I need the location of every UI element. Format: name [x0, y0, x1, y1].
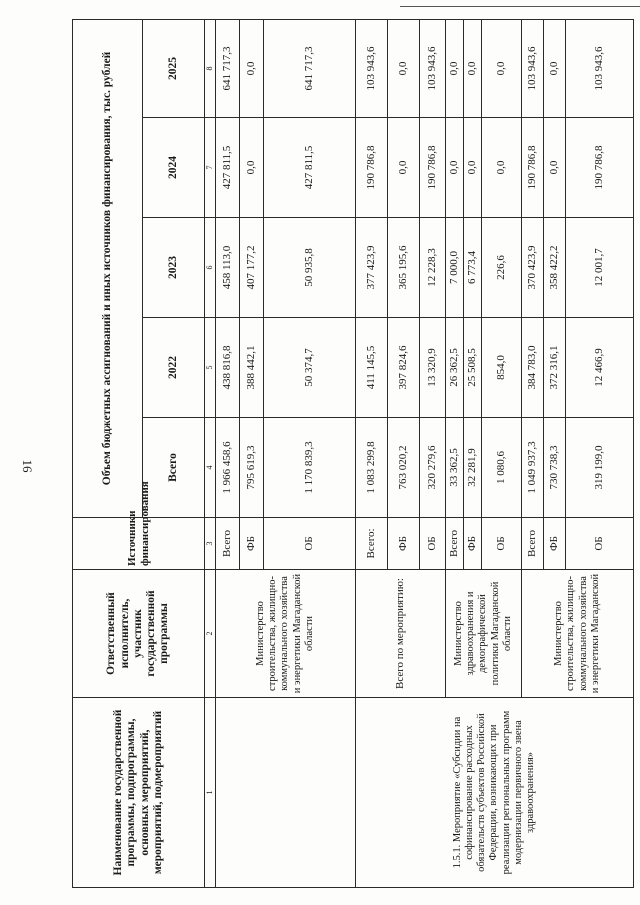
value-cell: 32 281,9 [464, 418, 482, 518]
source-cell: ФБ [240, 518, 264, 570]
value-cell: 12 228,3 [420, 218, 446, 318]
value-cell: 190 786,8 [522, 118, 544, 218]
value-cell: 358 422,2 [544, 218, 566, 318]
source-cell: Всего [216, 518, 240, 570]
value-cell: 0,0 [482, 19, 522, 117]
source-cell: ФБ [464, 518, 482, 570]
table-row [216, 19, 240, 887]
header-total: Всего [143, 418, 205, 518]
value-cell: 103 943,6 [566, 19, 634, 117]
value-cell: 763 020,2 [388, 418, 420, 518]
value-cell: 319 199,0 [566, 418, 634, 518]
value-cell: 407 177,2 [240, 218, 264, 318]
value-cell: 1 080,6 [482, 418, 522, 518]
executor-cell: Министерство строительства, жилищно-коммунального хозяйства и энергетики Магаданской [522, 570, 634, 698]
value-cell: 458 113,0 [216, 218, 240, 318]
value-cell: 26 362,5 [446, 318, 464, 418]
source-cell: ФБ [388, 518, 420, 570]
executor-cell: Министерство здравоохранения и демографической политики Магаданской области [446, 570, 522, 698]
value-cell: 641 717,3 [216, 19, 240, 117]
source-cell: ОБ [482, 518, 522, 570]
value-cell: 1 170 839,3 [264, 418, 356, 518]
header-source: Источники финансирования [73, 518, 205, 570]
value-cell: 0,0 [544, 118, 566, 218]
value-cell: 377 423,9 [356, 218, 388, 318]
page-number: 16 [20, 459, 35, 473]
source-cell: Всего [446, 518, 464, 570]
source-cell: Всего: [356, 518, 388, 570]
measure-name-cell: 1.5.1. Мероприятие «Субсидии на софинансирование расходных обязательств субъектов Российской Федерации, возникающих при реализации региональных программ модернизации первичного звена здравоохранения» [356, 698, 634, 888]
value-cell: 1 049 937,3 [522, 418, 544, 518]
top-rule [400, 6, 640, 7]
header-volume: Объем бюджетных ассигнований и иных источников финансирования, тыс. рублей [73, 19, 143, 517]
source-cell: Всего [522, 518, 544, 570]
value-cell: 0,0 [446, 118, 464, 218]
source-cell: ОБ [264, 518, 356, 570]
value-cell: 0,0 [464, 118, 482, 218]
value-cell: 12 466,9 [566, 318, 634, 418]
table-row [356, 19, 388, 887]
value-cell: 190 786,8 [566, 118, 634, 218]
value-cell: 388 442,1 [240, 318, 264, 418]
source-cell: ОБ [420, 518, 446, 570]
value-cell: 6 773,4 [464, 218, 482, 318]
empty-name-cell [216, 698, 356, 888]
header-executor: Ответственный исполнитель, участник государственной программы [73, 570, 205, 698]
value-cell: 190 786,8 [420, 118, 446, 218]
value-cell: 0,0 [388, 118, 420, 218]
value-cell: 320 279,6 [420, 418, 446, 518]
value-cell: 0,0 [544, 19, 566, 117]
header-year-2022: 2022 [143, 318, 205, 418]
value-cell: 0,0 [446, 19, 464, 117]
value-cell: 103 943,6 [522, 19, 544, 117]
header-name: Наименование государственной программы, подпрограммы, основных мероприятий, мероприятий, подмероприятий [73, 698, 205, 888]
col-number: 1 [205, 698, 216, 888]
value-cell: 730 738,3 [544, 418, 566, 518]
value-cell: 397 824,6 [388, 318, 420, 418]
value-cell: 854,0 [482, 318, 522, 418]
header-year-2023: 2023 [143, 218, 205, 318]
value-cell: 795 619,3 [240, 418, 264, 518]
value-cell: 25 508,5 [464, 318, 482, 418]
header-row-1 [73, 19, 143, 887]
value-cell: 427 811,5 [216, 118, 240, 218]
value-cell: 0,0 [388, 19, 420, 117]
value-cell: 226,6 [482, 218, 522, 318]
value-cell: 190 786,8 [356, 118, 388, 218]
column-number-row [205, 19, 216, 887]
col-number: 5 [205, 318, 216, 418]
col-number: 4 [205, 418, 216, 518]
source-cell: ФБ [544, 518, 566, 570]
value-cell: 0,0 [240, 118, 264, 218]
value-cell: 411 145,5 [356, 318, 388, 418]
value-cell: 1 083 299,8 [356, 418, 388, 518]
col-number: 2 [205, 570, 216, 698]
col-number: 6 [205, 218, 216, 318]
value-cell: 427 811,5 [264, 118, 356, 218]
value-cell: 7 000,0 [446, 218, 464, 318]
value-cell: 1 966 458,6 [216, 418, 240, 518]
header-year-2025: 2025 [143, 19, 205, 117]
col-number: 3 [205, 518, 216, 570]
value-cell: 12 001,7 [566, 218, 634, 318]
value-cell: 0,0 [482, 118, 522, 218]
value-cell: 103 943,6 [356, 19, 388, 117]
value-cell: 438 816,8 [216, 318, 240, 418]
value-cell: 50 935,8 [264, 218, 356, 318]
value-cell: 0,0 [240, 19, 264, 117]
value-cell: 372 316,1 [544, 318, 566, 418]
value-cell: 13 320,9 [420, 318, 446, 418]
value-cell: 641 717,3 [264, 19, 356, 117]
executor-cell: Всего по мероприятию: [356, 570, 446, 698]
budget-table [72, 19, 634, 888]
value-cell: 370 423,9 [522, 218, 544, 318]
header-year-2024: 2024 [143, 118, 205, 218]
value-cell: 365 195,6 [388, 218, 420, 318]
value-cell: 50 374,7 [264, 318, 356, 418]
executor-cell: Министерство строительства, жилищно-коммунального хозяйства и энергетики Магаданской области [216, 570, 356, 698]
col-number: 8 [205, 19, 216, 117]
value-cell: 384 783,0 [522, 318, 544, 418]
value-cell: 33 362,5 [446, 418, 464, 518]
value-cell: 0,0 [464, 19, 482, 117]
budget-table-sheet [72, 20, 606, 888]
col-number: 7 [205, 118, 216, 218]
value-cell: 103 943,6 [420, 19, 446, 117]
source-cell: ОБ [566, 518, 634, 570]
